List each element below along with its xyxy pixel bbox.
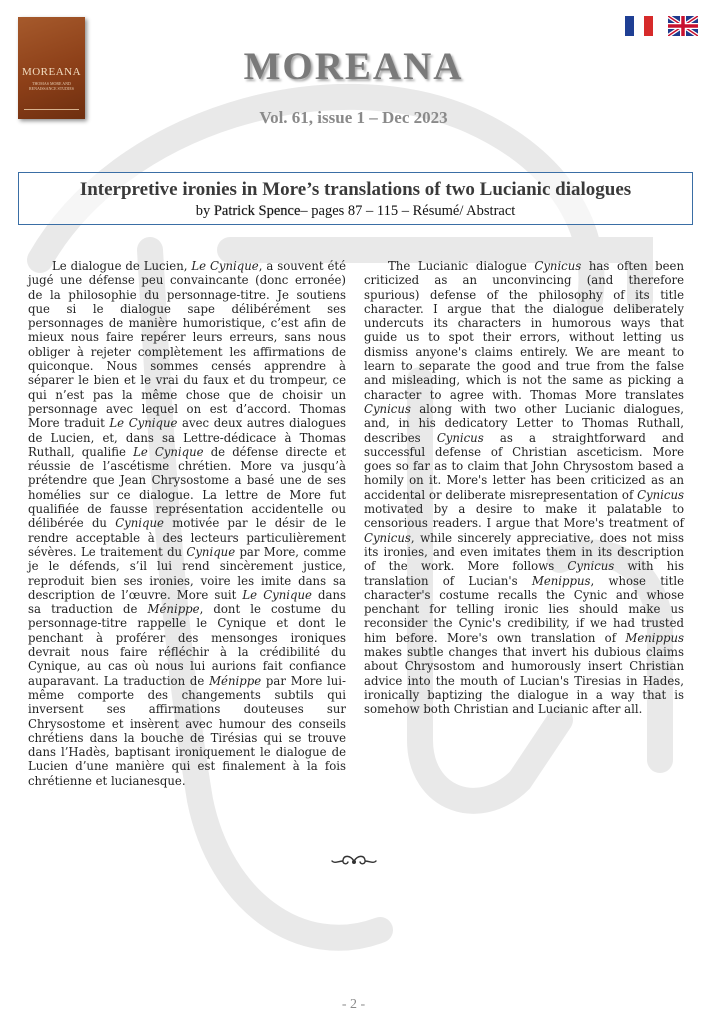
text-run: dans sa traduction de — [28, 587, 347, 617]
text-run: along with two other Lucianic dialogues, and, in his dedicatory Letter to Thomas Ruthall, describes — [364, 401, 684, 445]
italic-title: Cynique — [186, 544, 236, 559]
ornament-divider-icon — [330, 852, 378, 870]
uk-flag-icon[interactable] — [668, 16, 698, 36]
issue-info: Vol. 61, issue 1 – Dec 2023 — [259, 108, 448, 127]
abstract-english — [364, 259, 684, 717]
italic-title: Cynicus — [637, 487, 684, 502]
article-byline — [19, 203, 692, 220]
text-run: motivée par le désir de le rendre acceptable à des lecteurs particulièrement sévères. Le traitement du — [28, 516, 346, 559]
page-number: - 2 - — [341, 997, 366, 1012]
italic-title: Cynique — [115, 516, 164, 531]
text-run: de défense directe et réussie de l’ascétisme chrétien. More va jusqu’à prétendre que Jean Chrysostome a basé une de ses homélies sur ce dialogue. La lettre de More fut qualifiée de fausse représentation accidentelle ou délibérée du — [28, 444, 346, 531]
text-run: Le dialogue de Lucien, — [52, 259, 192, 273]
text-run: , a souvent été jugé une défense peu convaincante (donc erronée) de la philosophie du personnage-titre. Je soutiens que si le dialogue sape délibérément ses personnages de manière humoristique, c’est afin de mieux nous faire repérer leurs erreurs, sans nous obliger à rejeter complètement les affirmations de quiconque. Nous sommes censés apprendre à séparer le bien et le vrai du faux et du trompeur, ce qui n’est pas la même chose que de choisir un personnage avec lequel on est d’accord. Thomas More traduit — [28, 259, 346, 431]
abstract-paragraph — [364, 259, 684, 717]
italic-title: Le Cynique — [133, 444, 204, 459]
italic-title: Ménippe — [147, 602, 200, 617]
author-link[interactable]: Patrick Spence — [213, 203, 301, 219]
text-run: motivated by a desire to make it palatable to censorious readers. I argue that More's treatment of — [364, 502, 684, 531]
article-title: Interpretive ironies in More’s translations of two Lucianic dialogues — [79, 179, 632, 200]
text-run: The Lucianic dialogue — [388, 259, 535, 273]
italic-title: Cynicus — [364, 401, 411, 416]
text-run: avec deux autres dialogues de Lucien, et, dans sa Lettre-dédicace à Thomas Ruthall, qualifie — [28, 416, 346, 459]
text-run: makes subtle changes that invert his dubious claims about Chrysostom and humorously insert Christian advice into the mouth of Lucian's Tiresias in Hades, ironically baptizing the dialogue in a way that is somehow both Christian and Lucianic after all. — [364, 645, 684, 717]
italic-title: Le Cynique — [109, 416, 178, 431]
italic-title: Cynicus — [436, 430, 484, 445]
text-run: has often been criticized as an unconvincing (and therefore spurious) defense of the philosophy of its title character. I argue that the dialogue deliberately undercuts its characters in humorous ways that guide us to spot their errors, without letting us dismiss anyone's claims entirely. We are meant to learn to separate the good and true from the false and misleading, which is not the same as picking a character to agree with. Thomas More translates — [364, 259, 684, 402]
by-label: by — [195, 203, 214, 219]
italic-title: Cynicus — [534, 259, 582, 273]
text-run: , while sincerely appreciative, does not miss its ironies, and even imitates them in its description of the work. More follows — [364, 530, 684, 574]
italic-title: Le Cynique — [191, 259, 259, 273]
italic-title: Le Cynique — [242, 587, 312, 602]
french-flag-icon[interactable] — [625, 16, 653, 36]
text-run: par More, comme je le défends, s’il lui rend sincèrement justice, reproduit bien ses ironies, voire les imite dans sa description de l’œuvre. More suit — [28, 544, 346, 602]
italic-title: Ménippe — [209, 673, 262, 688]
article-header-box — [18, 172, 693, 225]
resume-paragraph — [28, 259, 346, 788]
cover-title: MOREANA — [21, 66, 82, 78]
cover-subtitle: THOMAS MORE AND RENAISSANCE STUDIES — [28, 81, 74, 91]
text-run: par More lui-même comporte des changements subtils qui inversent ses affirmations douteuses sur Chrysostome et insèrent avec humour des conseils chrétiens dans la bouche de Tirésias qui se trouve dans l’Hadès, baptisant ironiquement le dialogue de Lucien d’une manière qui est finalement à la fois chrétienne et lucianesque. — [28, 673, 346, 788]
italic-title: Cynicus — [567, 559, 615, 574]
italic-title: Cynicus — [364, 530, 411, 545]
italic-title: Menippus — [531, 573, 591, 588]
text-run: , whose title character's costume recalls the Cynic and whose penchant for telling ironic lies should make us reconsider the Cynic's credibility, if we had trusted him before. More's own translation of — [364, 573, 684, 645]
text-run: as a straightforward and successful defense of Christian asceticism. More goes so far as to claim that John Chrysostom based a homily on it. More's letter has been criticized as an accidental or deliberate misrepresentation of — [364, 430, 684, 502]
journal-title: MOREANA — [243, 45, 464, 88]
text-run: with his translation of Lucian's — [364, 559, 684, 588]
italic-title: Menippus — [625, 630, 684, 645]
text-run: , dont le costume du personnage-titre rappelle le Cynique et dont le penchant à proférer des mensonges ironiques devrait nous faire réfléchir à la crédibilité du Cynique, au cas où nous lui aurions fait confiance auparavant. La traduction de — [28, 602, 346, 688]
resume-french — [28, 259, 346, 788]
article-pages: – pages 87 – 115 – Résumé/ Abstract — [300, 203, 516, 219]
